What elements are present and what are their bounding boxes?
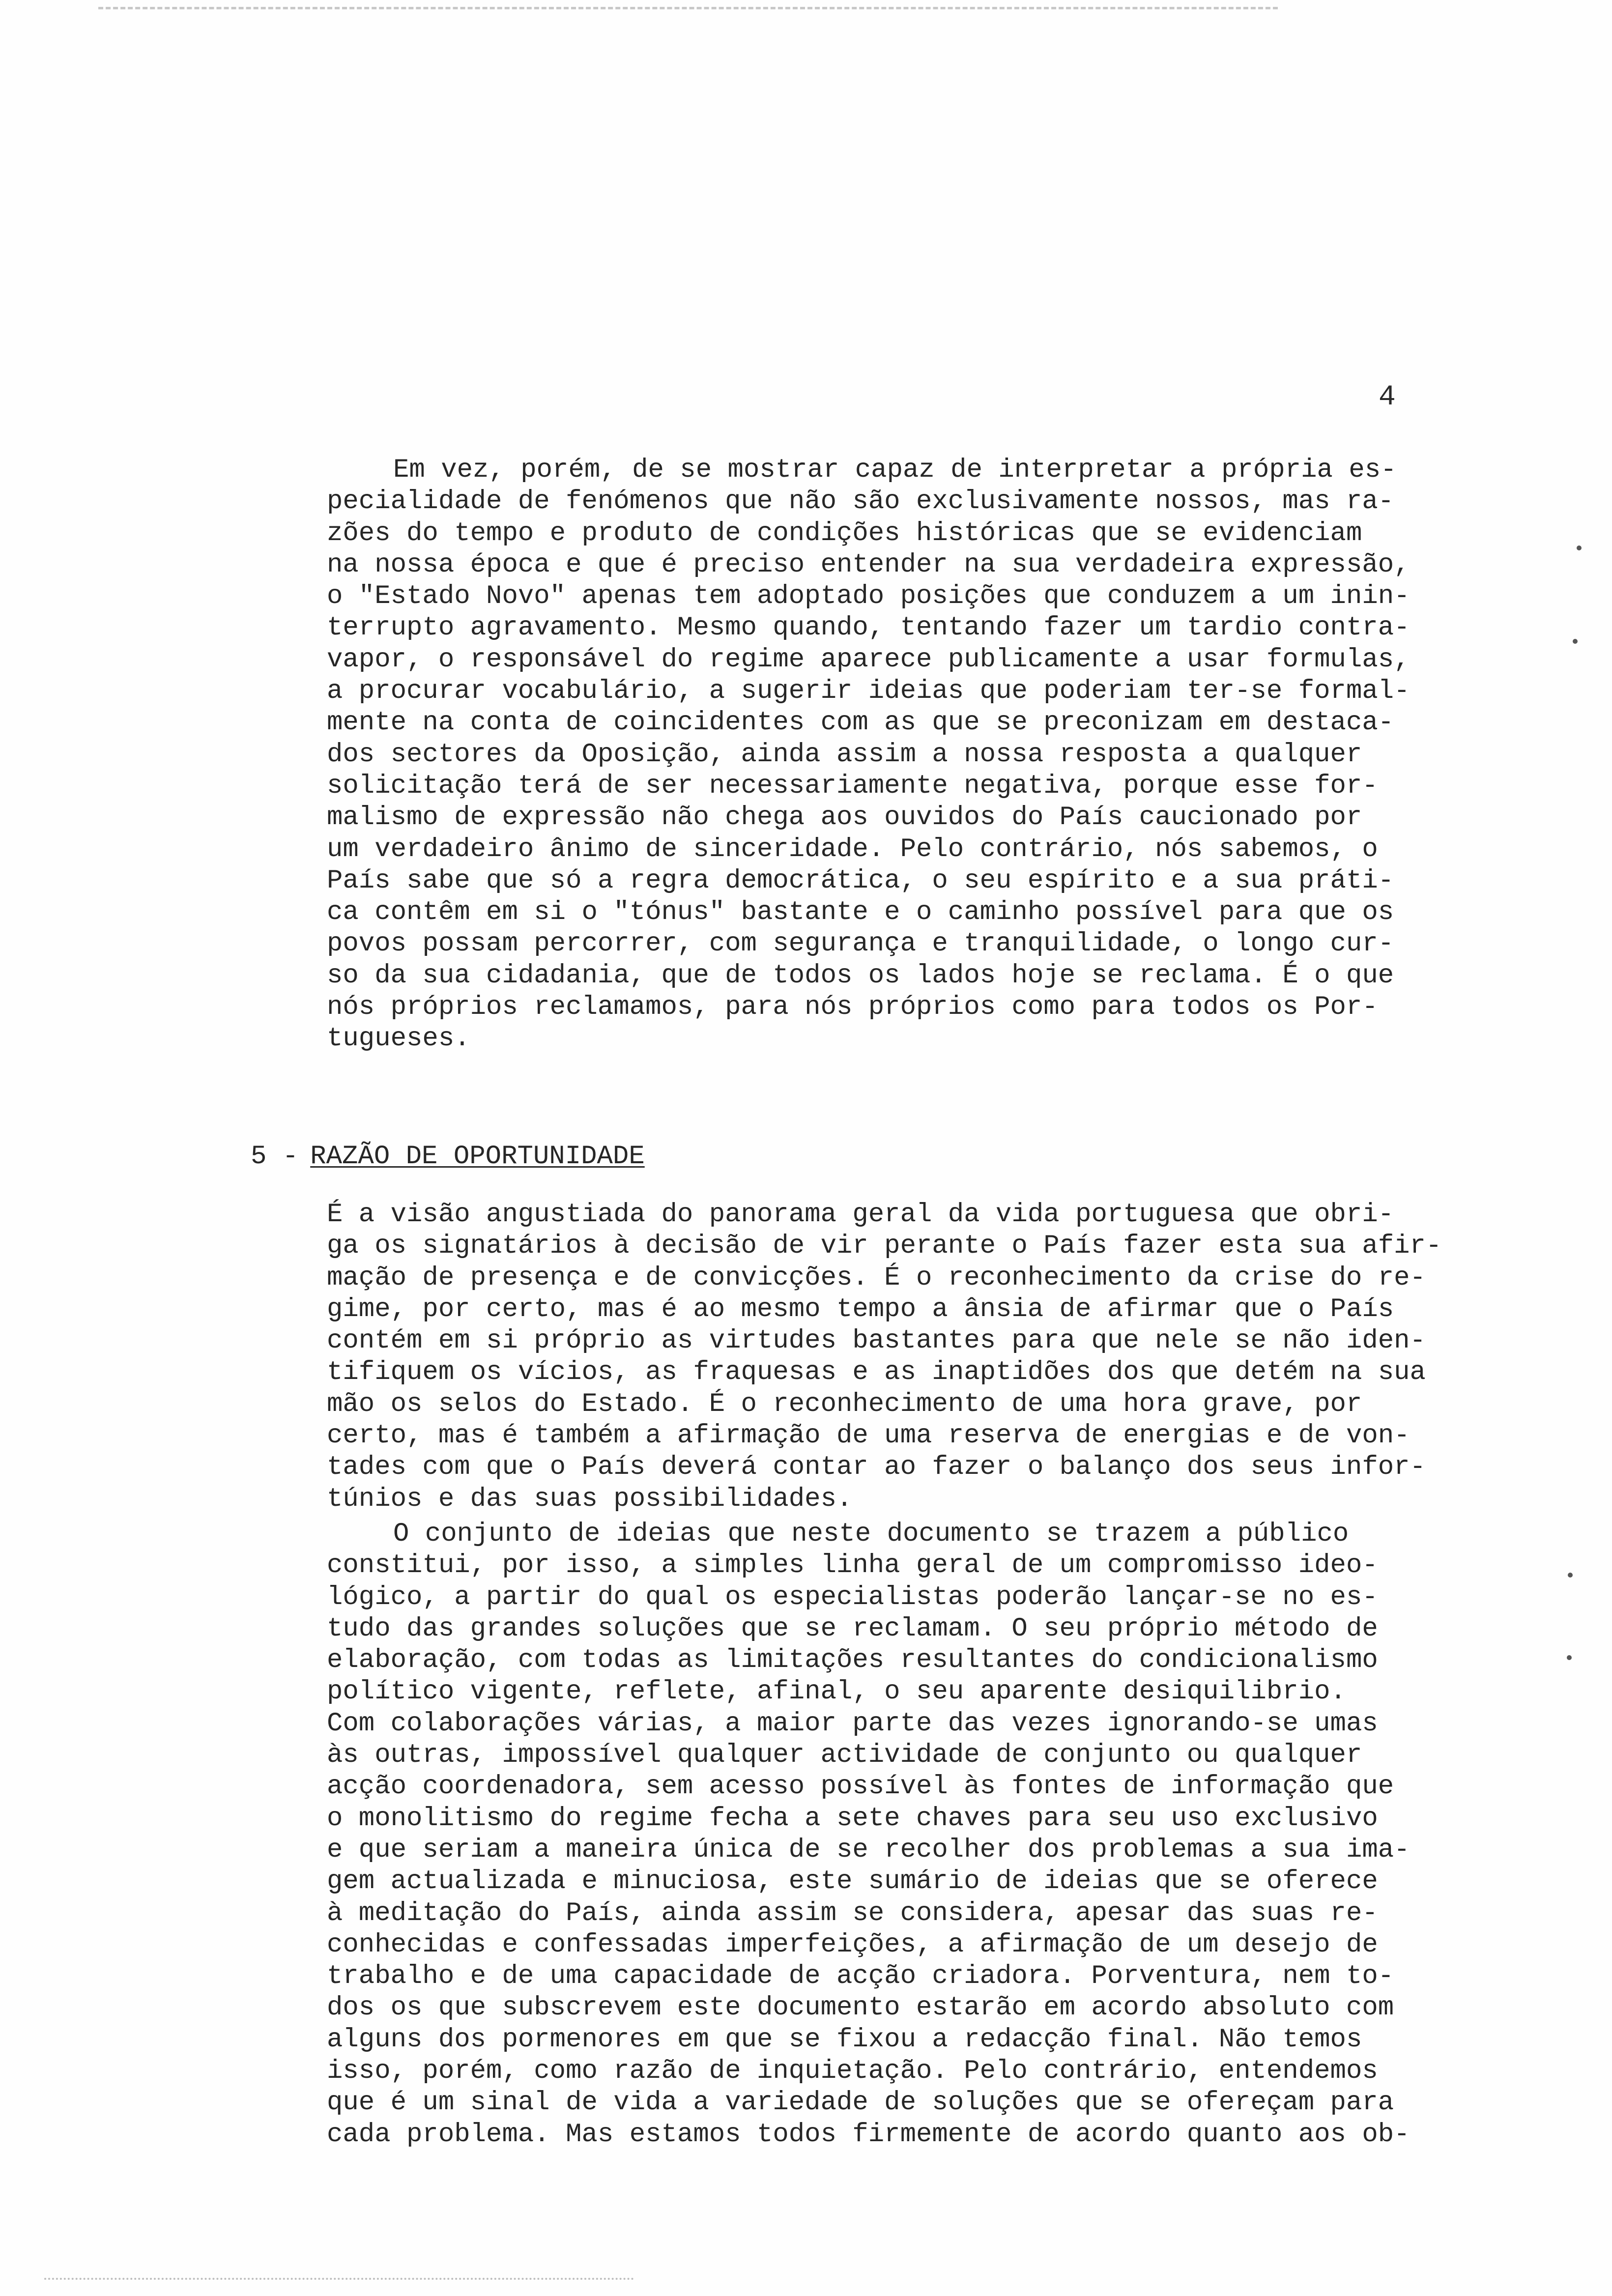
text-line: na nossa época e que é preciso entender na sua verdadeira expressão, [327,549,1410,580]
text-line: País sabe que só a regra democrática, o seu espírito e a sua práti- [327,865,1394,896]
section-number: 5 - [251,1142,299,1172]
text-line: mão os selos do Estado. É o reconhecimento de uma hora grave, por [327,1389,1362,1419]
margin-dot [1577,545,1582,550]
top-edge-rule [98,7,1278,9]
text-line: dos sectores da Oposição, ainda assim a nossa resposta a qualquer [327,739,1362,770]
text-line: túnios e das suas possibilidades. [327,1484,853,1514]
text-line: ca contêm em si o "tónus" bastante e o caminho possível para que os [327,897,1394,928]
text-line: à meditação do País, ainda assim se considera, apesar das suas re- [327,1898,1378,1928]
text-line: O conjunto de ideias que neste documento se trazem a público [393,1519,1349,1549]
text-line: acção coordenadora, sem acesso possível às fontes de informação que [327,1772,1394,1802]
text-line: É a visão angustiada do panorama geral da vida portuguesa que obri- [327,1200,1394,1230]
text-line: mente na conta de coincidentes com as que se preconizam em destaca- [327,708,1394,738]
text-line: Em vez, porém, de se mostrar capaz de interpretar a própria es- [393,455,1397,485]
margin-dot [1568,1573,1573,1578]
section-heading [251,1141,645,1173]
text-line: ga os signatários à decisão de vir perante o País fazer esta sua afir- [327,1231,1442,1262]
text-line: malismo de expressão não chega aos ouvidos do País caucionado por [327,803,1362,833]
text-line: o monolitismo do regime fecha a sete chaves para seu uso exclusivo [327,1803,1378,1834]
text-line: cada problema. Mas estamos todos firmemente de acordo quanto aos ob- [327,2119,1410,2150]
paragraph-2 [327,1199,1541,1515]
page-number: 4 [1379,381,1396,413]
paragraph-3 [327,1519,1541,2151]
text-line: certo, mas é também a afirmação de uma reserva de energias e de von- [327,1421,1410,1451]
text-line: um verdadeiro ânimo de sinceridade. Pelo contrário, nós sabemos, o [327,834,1378,864]
text-line: terrupto agravamento. Mesmo quando, tentando fazer um tardio contra- [327,613,1410,643]
text-line: gime, por certo, mas é ao mesmo tempo a ânsia de afirmar que o País [327,1294,1394,1324]
text-line: o "Estado Novo" apenas tem adoptado posições que conduzem a um inin- [327,581,1410,612]
text-line: nós próprios reclamamos, para nós próprios como para todos os Por- [327,992,1378,1023]
text-line: tifiquem os vícios, as fraquesas e as inaptidões dos que detém na sua [327,1357,1426,1388]
text-line: pecialidade de fenómenos que não são exclusivamente nossos, mas ra- [327,487,1394,517]
margin-dot [1573,639,1578,644]
text-line: a procurar vocabulário, a sugerir ideias que poderiam ter-se formal- [327,676,1410,707]
text-line: lógico, a partir do qual os especialistas poderão lançar-se no es- [327,1582,1378,1612]
text-line: tades com que o País deverá contar ao fazer o balanço dos seus infor- [327,1452,1426,1483]
text-line: elaboração, com todas as limitações resultantes do condicionalismo [327,1645,1378,1676]
text-line: contém em si próprio as virtudes bastantes para que nele se não iden- [327,1326,1426,1356]
paragraph-1 [327,455,1541,1055]
text-line: solicitação terá de ser necessariamente negativa, porque esse for- [327,771,1378,801]
text-line: zões do tempo e produto de condições históricas que se evidenciam [327,518,1362,548]
text-line: político vigente, reflete, afinal, o seu aparente desiquilibrio. [327,1677,1346,1707]
text-line: conhecidas e confessadas imperfeições, a afirmação de um desejo de [327,1929,1378,1960]
text-line: trabalho e de uma capacidade de acção criadora. Porventura, nem to- [327,1961,1394,1992]
text-line: tugueses. [327,1024,470,1054]
text-line: gem actualizada e minuciosa, este sumário de ideias que se oferece [327,1866,1378,1897]
text-line: isso, porém, como razão de inquietação. Pelo contrário, entendemos [327,2056,1378,2087]
text-line: que é um sinal de vida a variedade de soluções que se ofereçam para [327,2088,1394,2118]
text-line: alguns dos pormenores em que se fixou a redacção final. Não temos [327,2024,1362,2055]
text-line: constitui, por isso, a simples linha geral de um compromisso ideo- [327,1550,1378,1581]
margin-dot [1567,1655,1572,1660]
bottom-edge-rule [44,2278,634,2280]
text-line: dos os que subscrevem este documento estarão em acordo absoluto com [327,1993,1394,2023]
text-line: às outras, impossível qualquer actividade de conjunto ou qualquer [327,1740,1362,1771]
section-title: RAZÃO DE OPORTUNIDADE [310,1142,645,1172]
text-line: tudo das grandes soluções que se reclamam. O seu próprio método de [327,1613,1378,1644]
text-line: vapor, o responsável do regime aparece publicamente a usar formulas, [327,644,1410,675]
text-line: so da sua cidadania, que de todos os lados hoje se reclama. É o que [327,960,1394,991]
text-line: povos possam percorrer, com segurança e tranquilidade, o longo cur- [327,929,1394,959]
text-line: mação de presença e de convicções. É o reconhecimento da crise do re- [327,1263,1426,1293]
text-line: Com colaborações várias, a maior parte das vezes ignorando-se umas [327,1708,1378,1739]
text-line: e que seriam a maneira única de se recolher dos problemas a sua ima- [327,1835,1410,1865]
